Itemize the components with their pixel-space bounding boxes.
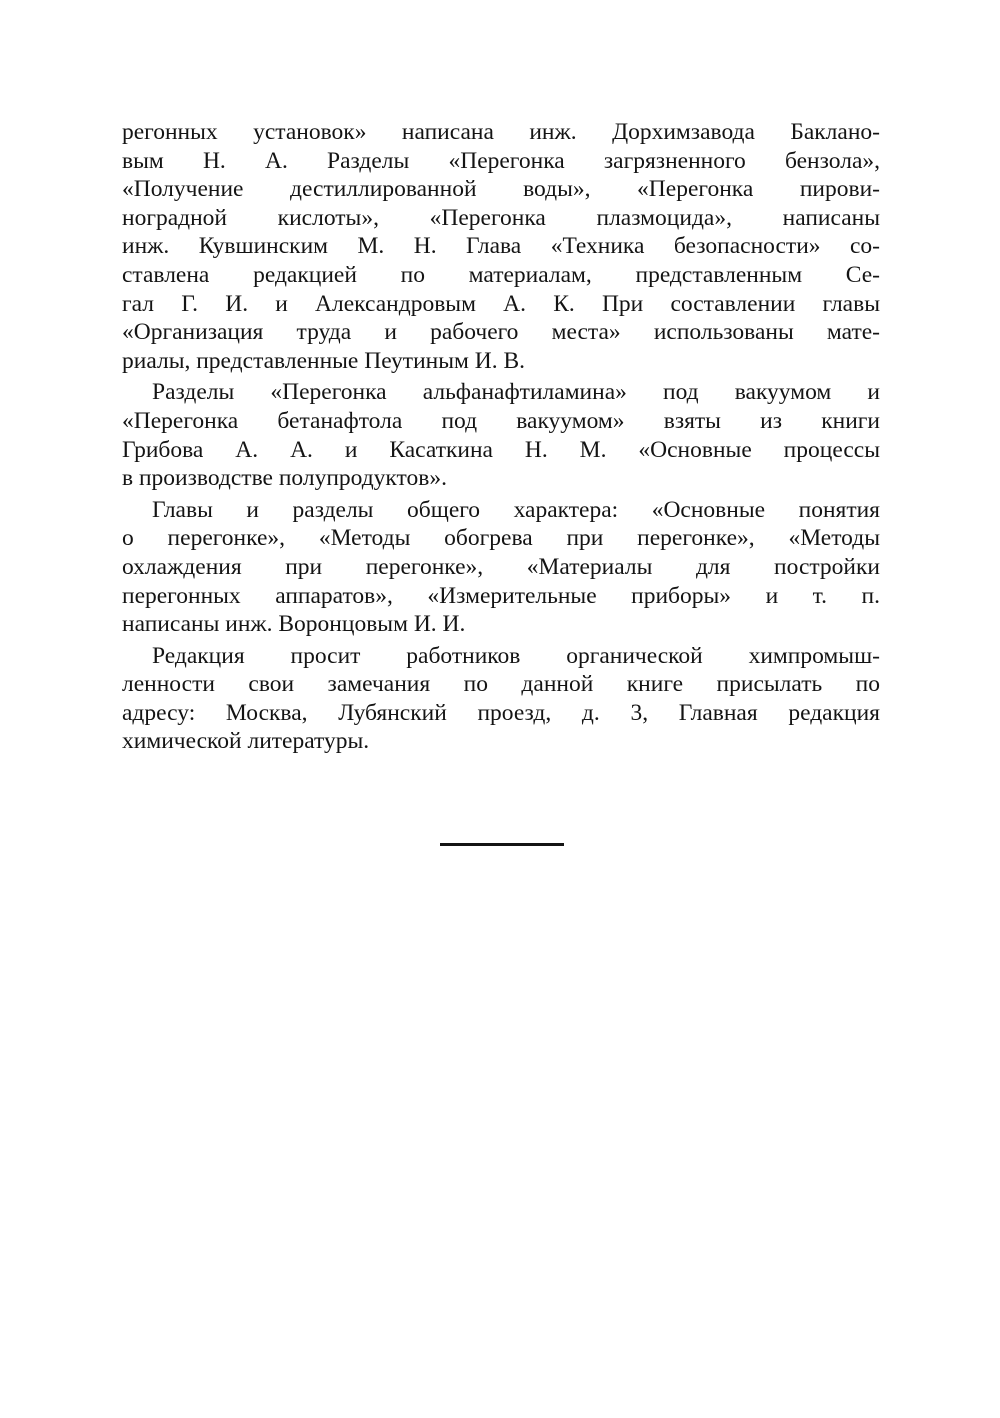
text-line: ставлена редакцией по материалам, представленным Се- [122, 261, 880, 288]
section-divider-rule [440, 843, 564, 846]
paragraph-authors-3 [122, 496, 880, 639]
text-line: «Организация труда и рабочего места» использованы мате- [122, 319, 880, 346]
paragraph-authors-2 [122, 378, 880, 492]
text-line: охлаждения при перегонке», «Материалы для постройки [122, 553, 880, 580]
paragraph-authors-1 [122, 118, 880, 375]
text-line: написаны инж. Воронцовым И. И. [122, 611, 466, 638]
text-line: перегонных аппаратов», «Измерительные приборы» и т. п. [122, 582, 880, 609]
text-line: регонных установок» написана инж. Дорхимзавода Баклано- [122, 119, 880, 145]
text-line: Главы и разделы общего характера: «Основные понятия [152, 496, 880, 523]
text-line: гал Г. И. и Александровым А. К. При составлении главы [122, 290, 880, 317]
text-line: в производстве полупродуктов». [122, 465, 447, 492]
text-line: химической литературы. [122, 728, 370, 755]
paragraph-request [122, 642, 880, 756]
text-line: ленности свои замечания по данной книге присылать по [122, 671, 880, 698]
text-line: «Перегонка бетанафтола под вакуумом» взяты из книги [122, 407, 880, 434]
text-line: о перегонке», «Методы обогрева при перегонке», «Методы [122, 525, 880, 552]
text-line: Разделы «Перегонка альфанафтиламина» под вакуумом и [152, 379, 880, 406]
text-line: риалы, представленные Пеутиным И. В. [122, 347, 526, 374]
text-line: «Получение дестиллированной воды», «Перегонка пирови- [122, 176, 880, 203]
text-line: инж. Кувшинским М. Н. Глава «Техника безопасности» со- [122, 233, 880, 260]
page-text [122, 118, 880, 759]
text-line: вым Н. А. Разделы «Перегонка загрязненного бензола», [122, 147, 880, 174]
text-line: Редакция просит работников органической химпромыш- [152, 642, 880, 669]
text-line: ноградной кислоты», «Перегонка плазмоцида», написаны [122, 204, 880, 231]
text-line: адресу: Москва, Лубянский проезд, д. 3, Главная редакция [122, 699, 880, 726]
text-line: Грибова А. А. и Касаткина Н. М. «Основные процессы [122, 436, 880, 463]
